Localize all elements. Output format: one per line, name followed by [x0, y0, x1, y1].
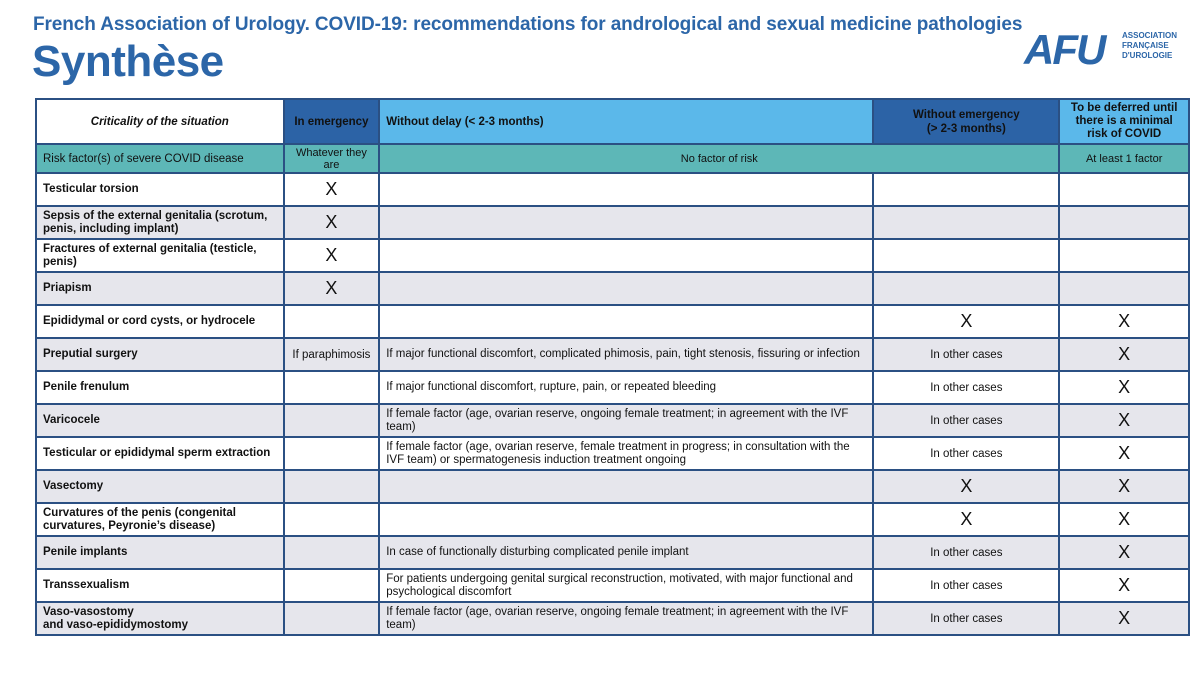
cell-in-emergency: X	[284, 173, 380, 206]
cell-without-delay: If female factor (age, ovarian reserve, ongoing female treatment; in agreement with the IVF team)	[379, 602, 873, 635]
table-header-row	[36, 99, 1189, 144]
table-row	[36, 371, 1189, 404]
cell-without-delay: If female factor (age, ovarian reserve, female treatment in progress; in consultation with the IVF team) or spermatogenesis induction treatment ongoing	[379, 437, 873, 470]
cell-deferred: X	[1059, 503, 1189, 536]
row-name: Testicular or epididymal sperm extraction	[36, 437, 284, 470]
row-name: Sepsis of the external genitalia (scrotum, penis, including implant)	[36, 206, 284, 239]
header-without-emergency	[873, 99, 1059, 144]
afu-logo	[1024, 28, 1184, 74]
cell-in-emergency: X	[284, 272, 380, 305]
logo-line-3: D'UROLOGIE	[1122, 51, 1173, 60]
cell-in-emergency	[284, 404, 380, 437]
row-name: Varicocele	[36, 404, 284, 437]
cell-in-emergency	[284, 569, 380, 602]
cell-deferred: X	[1059, 305, 1189, 338]
cell-deferred: X	[1059, 470, 1189, 503]
table-row	[36, 206, 1189, 239]
risk-factor-none: No factor of risk	[379, 144, 1059, 173]
risk-factor-label: Risk factor(s) of severe COVID disease	[36, 144, 284, 173]
table-row	[36, 404, 1189, 437]
logo-line-1: ASSOCIATION	[1122, 31, 1177, 40]
cell-without-emergency: In other cases	[873, 404, 1059, 437]
cell-without-emergency: In other cases	[873, 338, 1059, 371]
table-row	[36, 569, 1189, 602]
row-name: Priapism	[36, 272, 284, 305]
cell-in-emergency: X	[284, 206, 380, 239]
cell-deferred: X	[1059, 338, 1189, 371]
cell-without-delay: If major functional discomfort, rupture, pain, or repeated bleeding	[379, 371, 873, 404]
table-body	[36, 173, 1189, 635]
cell-in-emergency	[284, 503, 380, 536]
header-deferred: To be deferred until there is a minimal risk of COVID	[1059, 99, 1189, 144]
cell-without-emergency: X	[873, 470, 1059, 503]
cell-without-emergency: In other cases	[873, 569, 1059, 602]
row-name: Curvatures of the penis (congenital curvatures, Peyronie’s disease)	[36, 503, 284, 536]
cell-in-emergency	[284, 536, 380, 569]
cell-without-emergency: In other cases	[873, 371, 1059, 404]
header-without-delay: Without delay (< 2-3 months)	[379, 99, 873, 144]
cell-deferred: X	[1059, 569, 1189, 602]
row-name: Preputial surgery	[36, 338, 284, 371]
logo-mark: AFU	[1024, 26, 1105, 73]
cell-without-delay	[379, 305, 873, 338]
header-in-emergency: In emergency	[284, 99, 380, 144]
cell-without-delay: If female factor (age, ovarian reserve, ongoing female treatment; in agreement with the IVF team)	[379, 404, 873, 437]
cell-deferred	[1059, 173, 1189, 206]
cell-in-emergency	[284, 371, 380, 404]
row-name: Vasectomy	[36, 470, 284, 503]
table-row	[36, 602, 1189, 635]
cell-in-emergency	[284, 437, 380, 470]
table-row	[36, 239, 1189, 272]
risk-factor-emergency: Whatever they are	[284, 144, 380, 173]
cell-without-delay	[379, 239, 873, 272]
header-without-emergency-line1: Without emergency	[913, 108, 1020, 121]
cell-deferred: X	[1059, 602, 1189, 635]
cell-without-delay: If major functional discomfort, complicated phimosis, pain, tight stenosis, fissuring or infection	[379, 338, 873, 371]
table-row	[36, 338, 1189, 371]
cell-deferred	[1059, 239, 1189, 272]
cell-deferred: X	[1059, 536, 1189, 569]
risk-factor-defer: At least 1 factor	[1059, 144, 1189, 173]
table-row	[36, 272, 1189, 305]
table-row	[36, 437, 1189, 470]
cell-without-emergency: X	[873, 305, 1059, 338]
cell-without-emergency: In other cases	[873, 536, 1059, 569]
cell-deferred: X	[1059, 371, 1189, 404]
table-row	[36, 305, 1189, 338]
cell-without-delay: In case of functionally disturbing complicated penile implant	[379, 536, 873, 569]
cell-without-emergency: In other cases	[873, 437, 1059, 470]
cell-without-delay	[379, 503, 873, 536]
cell-in-emergency: If paraphimosis	[284, 338, 380, 371]
cell-deferred	[1059, 206, 1189, 239]
logo-text	[1122, 31, 1177, 61]
row-name: Vaso-vasostomy and vaso-epididymostomy	[36, 602, 284, 635]
table-row	[36, 173, 1189, 206]
page-header-title: French Association of Urology. COVID-19: recommendations for andrological and sexual medicine pathologies	[33, 14, 1023, 35]
row-name: Penile frenulum	[36, 371, 284, 404]
table-row	[36, 503, 1189, 536]
row-name: Fractures of external genitalia (testicle, penis)	[36, 239, 284, 272]
row-name: Testicular torsion	[36, 173, 284, 206]
cell-in-emergency	[284, 305, 380, 338]
page-title: Synthèse	[32, 37, 224, 86]
cell-without-delay: For patients undergoing genital surgical reconstruction, motivated, with major functional and psychological discomfort	[379, 569, 873, 602]
row-name: Transsexualism	[36, 569, 284, 602]
cell-without-emergency	[873, 239, 1059, 272]
recommendations-table	[35, 98, 1190, 636]
cell-deferred: X	[1059, 404, 1189, 437]
cell-in-emergency	[284, 602, 380, 635]
row-name: Epididymal or cord cysts, or hydrocele	[36, 305, 284, 338]
row-name: Penile implants	[36, 536, 284, 569]
header-criticality: Criticality of the situation	[36, 99, 284, 144]
cell-without-delay	[379, 206, 873, 239]
cell-without-emergency	[873, 206, 1059, 239]
table-row	[36, 470, 1189, 503]
table-row	[36, 536, 1189, 569]
header-without-emergency-line2: (> 2-3 months)	[926, 122, 1006, 135]
cell-deferred	[1059, 272, 1189, 305]
risk-factor-row	[36, 144, 1189, 173]
cell-without-delay	[379, 173, 873, 206]
logo-line-2: FRANÇAISE	[1122, 41, 1169, 50]
cell-without-emergency	[873, 173, 1059, 206]
cell-without-emergency: X	[873, 503, 1059, 536]
cell-without-emergency	[873, 272, 1059, 305]
cell-without-delay	[379, 272, 873, 305]
cell-deferred: X	[1059, 437, 1189, 470]
cell-in-emergency	[284, 470, 380, 503]
cell-without-emergency: In other cases	[873, 602, 1059, 635]
cell-without-delay	[379, 470, 873, 503]
cell-in-emergency: X	[284, 239, 380, 272]
